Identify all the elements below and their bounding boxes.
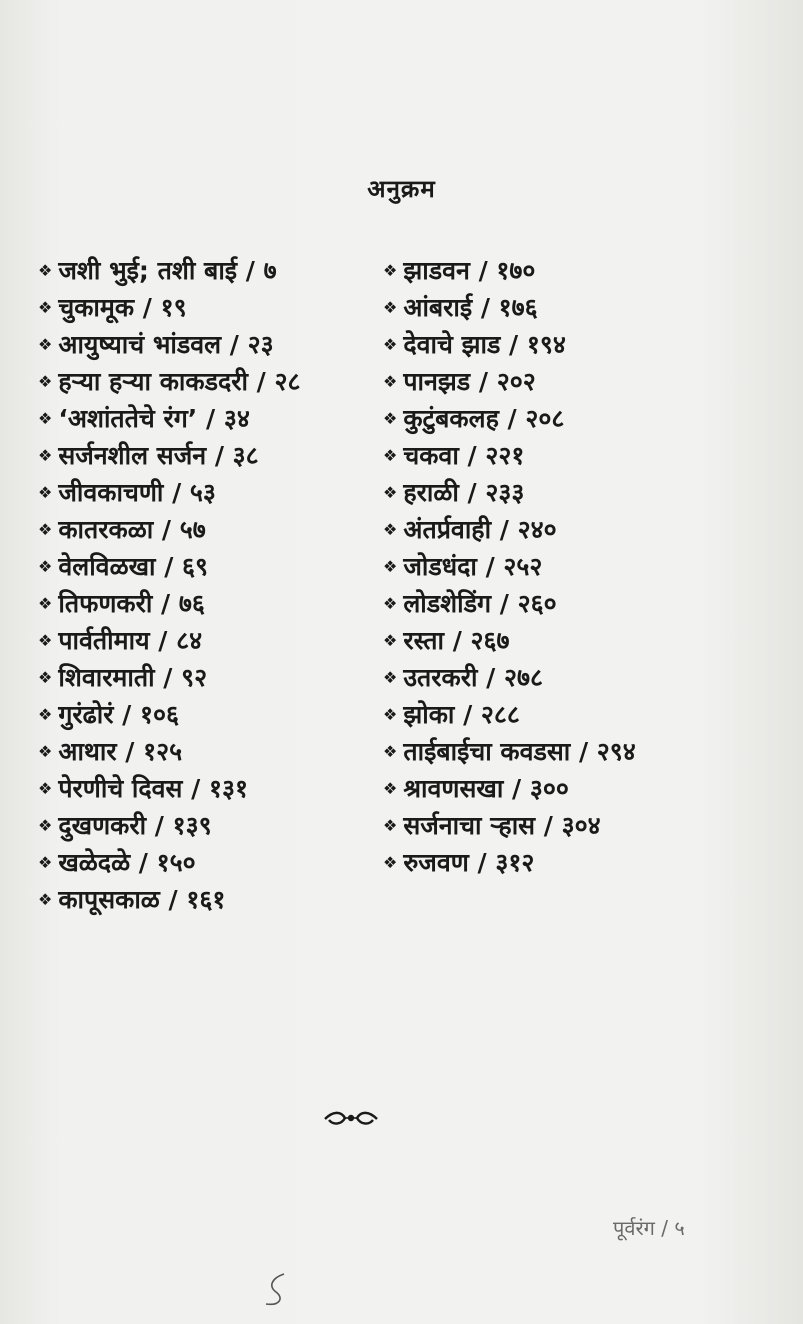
toc-entry-text: रुजवण / ३१२ xyxy=(403,848,535,877)
bullet-icon: ❖ xyxy=(38,483,53,502)
toc-entry-text: सर्जनाचा ऱ्हास / ३०४ xyxy=(403,811,601,840)
pencil-mark xyxy=(258,1270,298,1310)
bullet-icon: ❖ xyxy=(38,890,53,909)
bullet-icon: ❖ xyxy=(38,409,53,428)
bullet-icon: ❖ xyxy=(383,335,398,354)
toc-entry xyxy=(38,733,300,770)
toc-entry-text: हराळी / २३३ xyxy=(403,478,525,507)
bullet-icon: ❖ xyxy=(383,742,398,761)
toc-entry xyxy=(383,326,636,363)
toc-entry-text: वेलविळखा / ६९ xyxy=(58,552,209,581)
toc-entry xyxy=(383,585,636,622)
toc-entry-text: ‘अशांततेचे रंग’ / ३४ xyxy=(58,404,250,433)
toc-entry xyxy=(383,622,636,659)
toc-entry xyxy=(383,363,636,400)
toc-entry xyxy=(38,548,300,585)
contents-heading: अनुक्रम xyxy=(367,175,436,203)
bullet-icon: ❖ xyxy=(38,668,53,687)
toc-entry xyxy=(383,289,636,326)
toc-entry-text: पानझड / २०२ xyxy=(403,367,536,396)
toc-entry xyxy=(383,770,636,807)
toc-entry xyxy=(38,400,300,437)
toc-entry xyxy=(383,437,636,474)
toc-entry xyxy=(38,585,300,622)
bullet-icon: ❖ xyxy=(38,557,53,576)
toc-entry xyxy=(383,252,636,289)
bullet-icon: ❖ xyxy=(383,594,398,613)
toc-entry xyxy=(383,733,636,770)
bullet-icon: ❖ xyxy=(383,483,398,502)
toc-entry-text: जोडधंदा / २५२ xyxy=(403,552,543,581)
toc-left-column xyxy=(38,252,300,918)
toc-entry xyxy=(38,622,300,659)
bullet-icon: ❖ xyxy=(383,372,398,391)
toc-entry-text: पार्वतीमाय / ८४ xyxy=(58,626,203,655)
toc-entry-text: कुटुंबकलह / २०८ xyxy=(403,404,565,433)
bullet-icon: ❖ xyxy=(383,631,398,650)
bullet-icon: ❖ xyxy=(383,816,398,835)
toc-entry-text: लोडशेडिंग / २६० xyxy=(403,589,557,618)
toc-entry-text: दुखणकरी / १३९ xyxy=(58,811,212,840)
bullet-icon: ❖ xyxy=(383,705,398,724)
bullet-icon: ❖ xyxy=(38,520,53,539)
ornament-divider xyxy=(323,1107,379,1129)
bullet-icon: ❖ xyxy=(383,557,398,576)
toc-entry-text: झोका / २८८ xyxy=(403,700,520,729)
toc-entry-text: तिफणकरी / ७६ xyxy=(58,589,205,618)
toc-entry xyxy=(383,474,636,511)
toc-entry xyxy=(383,548,636,585)
toc-entry xyxy=(383,844,636,881)
toc-entry xyxy=(38,363,300,400)
toc-entry xyxy=(38,881,300,918)
bullet-icon: ❖ xyxy=(383,668,398,687)
bullet-icon: ❖ xyxy=(383,446,398,465)
toc-entry-text: गुरंढोरं / १०६ xyxy=(58,700,179,729)
toc-entry xyxy=(38,289,300,326)
toc-entry-text: जीवकाचणी / ५३ xyxy=(58,478,216,507)
toc-entry-text: शिवारमाती / ९२ xyxy=(58,663,208,692)
bullet-icon: ❖ xyxy=(38,594,53,613)
bullet-icon: ❖ xyxy=(383,520,398,539)
toc-entry xyxy=(38,252,300,289)
toc-entry-text: झाडवन / १७० xyxy=(403,256,536,285)
toc-entry-text: कातरकळा / ५७ xyxy=(58,515,206,544)
toc-entry xyxy=(38,474,300,511)
toc-entry xyxy=(383,511,636,548)
bullet-icon: ❖ xyxy=(383,261,398,280)
toc-entry-text: चकवा / २२१ xyxy=(403,441,525,470)
toc-entry xyxy=(383,696,636,733)
toc-entry-text: सर्जनशील सर्जन / ३८ xyxy=(58,441,259,470)
toc-entry-text: रस्ता / २६७ xyxy=(403,626,510,655)
bullet-icon: ❖ xyxy=(38,335,53,354)
toc-entry-text: चुकामूक / १९ xyxy=(58,293,187,322)
toc-entry xyxy=(383,659,636,696)
bullet-icon: ❖ xyxy=(38,705,53,724)
bullet-icon: ❖ xyxy=(38,816,53,835)
bullet-icon: ❖ xyxy=(383,779,398,798)
toc-entry xyxy=(38,511,300,548)
page-footer: पूर्वरंग / ५ xyxy=(613,1216,685,1240)
toc-entry-text: आथार / १२५ xyxy=(58,737,183,766)
toc-entry xyxy=(38,807,300,844)
toc-entry-text: उतरकरी / २७८ xyxy=(403,663,543,692)
bullet-icon: ❖ xyxy=(38,446,53,465)
toc-entry-text: देवाचे झाड / १९४ xyxy=(403,330,566,359)
toc-entry xyxy=(38,659,300,696)
toc-entry-text: पेरणीचे दिवस / १३१ xyxy=(58,774,248,803)
toc-entry-text: हऱ्या हऱ्या काकडदरी / २८ xyxy=(58,367,301,396)
toc-entry-text: खळेदळे / १५० xyxy=(58,848,196,877)
toc-right-column xyxy=(383,252,636,881)
bullet-icon: ❖ xyxy=(38,372,53,391)
bullet-icon: ❖ xyxy=(38,261,53,280)
bullet-icon: ❖ xyxy=(38,853,53,872)
toc-entry-text: कापूसकाळ / १६१ xyxy=(58,885,226,914)
toc-entry xyxy=(38,326,300,363)
bullet-icon: ❖ xyxy=(383,298,398,317)
toc-entry-text: जशी भुई; तशी बाई / ७ xyxy=(58,256,277,285)
toc-entry xyxy=(38,437,300,474)
toc-entry xyxy=(38,844,300,881)
toc-entry xyxy=(383,400,636,437)
bullet-icon: ❖ xyxy=(38,779,53,798)
bullet-icon: ❖ xyxy=(38,742,53,761)
bullet-icon: ❖ xyxy=(383,853,398,872)
toc-entry-text: आयुष्याचं भांडवल / २३ xyxy=(58,330,274,359)
bullet-icon: ❖ xyxy=(383,409,398,428)
toc-entry xyxy=(383,807,636,844)
toc-entry xyxy=(38,696,300,733)
toc-entry xyxy=(38,770,300,807)
toc-entry-text: अंतर्प्रवाही / २४० xyxy=(403,515,557,544)
bullet-icon: ❖ xyxy=(38,298,53,317)
toc-entry-text: ताईबाईचा कवडसा / २९४ xyxy=(403,737,636,766)
toc-entry-text: श्रावणसखा / ३०० xyxy=(403,774,569,803)
toc-entry-text: आंबराई / १७६ xyxy=(403,293,538,322)
bullet-icon: ❖ xyxy=(38,631,53,650)
